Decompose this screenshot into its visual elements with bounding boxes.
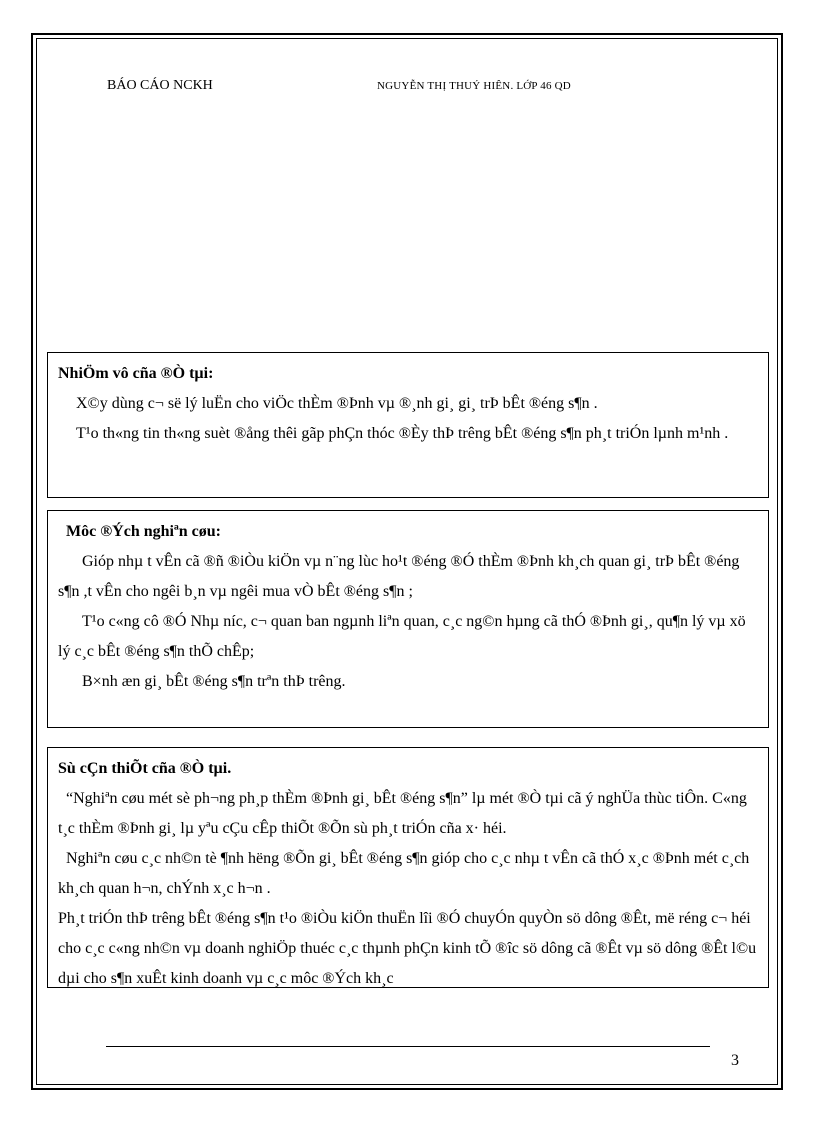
section-paragraph: X©y dùng c¬ së lý luËn cho viÖc thÈm ®Þnh vµ ®¸nh gi¸ gi¸ trÞ bÊt ®éng s¶n . [76,395,598,412]
section-title-necessity: Sù cÇn thiÕt cña ®Ò tµi. [58,760,232,777]
section-paragraph: T¹o c«ng cô ®Ó Nhµ níc, c¬ quan ban ngµnh liªn quan, c¸c ng©n hµng cã thÓ ®Þnh gi¸, qu¶n lý vµ xö lý c¸c bÊt ®éng s¶n thÕ chÊp; [58,613,746,660]
section-paragraph: Ph¸t triÓn thÞ trêng bÊt ®éng s¶n t¹o ®iÒu kiÖn thuËn lîi ®Ó chuyÓn quyÒn sö dông ®Êt, më réng c¬ héi cho c¸c c«ng nh©n vµ doanh nghiÖp thuéc c¸c thµnh phÇn kinh tÕ ®îc sö dông cã ®Êt vµ sö dông ®Êt l©u dµi cho s¶n xuÊt kinh doanh vµ c¸c môc ®Ých kh¸c [58,910,757,987]
section-paragraph: T¹o th«ng tin th«ng suèt ®ång thêi gãp phÇn thóc ®Èy thÞ trêng bÊt ®éng s¶n ph¸t triÓn lµnh m¹nh . [76,425,729,442]
page-number: 3 [731,1052,739,1069]
section-box-necessity [47,747,769,988]
section-paragraph: Nghiªn cøu c¸c nh©n tè ¶nh hëng ®Õn gi¸ bÊt ®éng s¶n gióp cho c¸c nhµ t vÊn cã thÓ x¸c ®Þnh mét c¸ch kh¸ch quan h¬n, chÝnh x¸c h¬n . [58,850,750,897]
section-title-tasks: NhiÖm vô cña ®Ò tµi: [58,365,214,382]
section-paragraph: B×nh æn gi¸ bÊt ®éng s¶n trªn thÞ trêng. [82,673,346,690]
section-box-tasks [47,352,769,498]
report-header-left: BÁO CÁO NCKH [107,78,213,93]
report-header-right: NGUYỄN THỊ THUÝ HIÊN. LỚP 46 QD [377,80,571,92]
section-box-purpose [47,510,769,728]
section-paragraph: Gióp nhµ t vÊn cã ®ñ ®iÒu kiÖn vµ n¨ng lùc ho¹t ®éng ®Ó thÈm ®Þnh kh¸ch quan gi¸ trÞ bÊt ®éng s¶n ,t vÊn cho ngêi b¸n vµ ngêi mua vÒ bÊt ®éng s¶n ; [58,553,740,600]
section-title-purpose: Môc ®Ých nghiªn cøu: [66,523,221,540]
section-paragraph: “Nghiªn cøu mét sè ph¬ng ph¸p thÈm ®Þnh gi¸ bÊt ®éng s¶n” lµ mét ®Ò tµi cã ý nghÜa thùc tiÔn. C«ng t¸c thÈm ®Þnh gi¸ lµ yªu cÇu cÊp thiÕt ®Õn sù ph¸t triÓn cña x· héi. [58,790,747,837]
footer-rule [106,1046,710,1047]
